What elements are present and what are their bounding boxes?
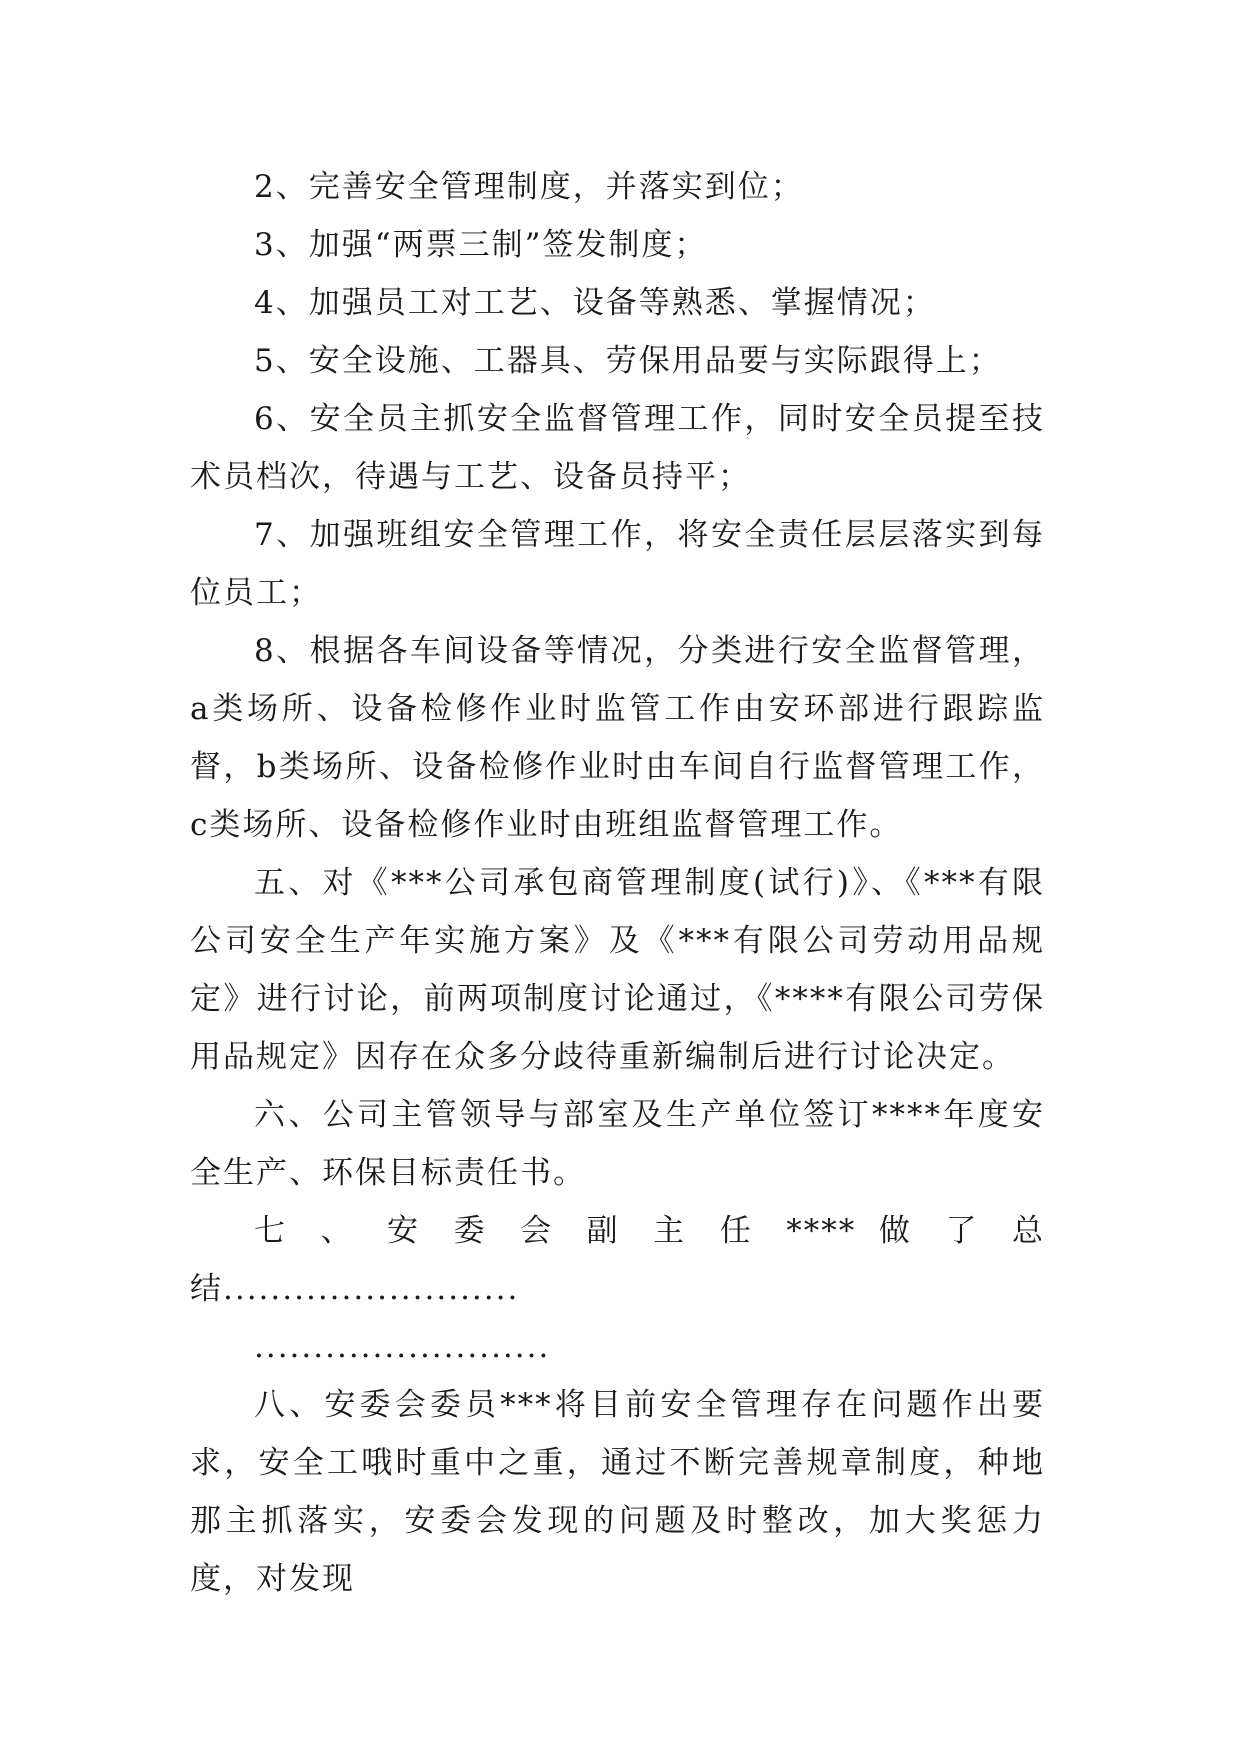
summary-line-continued: 结......................... bbox=[190, 1271, 520, 1307]
paragraph-item-6: 6、安全员主抓安全监督管理工作，同时安全员提至技术员档次，待遇与工艺、设备员持平； bbox=[190, 401, 1045, 495]
dots-line: ......................... bbox=[254, 1329, 551, 1365]
paragraph-section-5: 五、对《***公司承包商管理制度(试行)》、《***有限公司安全生产年实施方案》及《***有限公司劳动用品规定》进行讨论，前两项制度讨论通过，《****有限公司劳保用品规定》因存在众多分歧待重新编制后进行讨论决定。 bbox=[190, 865, 1045, 1075]
paragraph-section-6: 六、公司主管领导与部室及生产单位签订****年度安全生产、环保目标责任书。 bbox=[190, 1097, 1045, 1191]
document-body bbox=[190, 158, 1045, 1608]
paragraph-section-8: 八、安委会委员***将目前安全管理存在问题作出要求，安全工哦时重中之重，通过不断完善规章制度，种地那主抓落实，安委会发现的问题及时整改，加大奖惩力度，对发现 bbox=[190, 1387, 1045, 1597]
paragraph-item-4: 4、加强员工对工艺、设备等熟悉、掌握情况； bbox=[254, 285, 936, 321]
paragraph-item-8: 8、根据各车间设备等情况，分类进行安全监督管理，a类场所、设备检修作业时监管工作由安环部进行跟踪监督，b类场所、设备检修作业时由车间自行监督管理工作，c类场所、设备检修作业时由班组监督管理工作。 bbox=[190, 633, 1045, 843]
paragraph-item-2: 2、完善安全管理制度，并落实到位； bbox=[254, 169, 804, 205]
summary-line-spread: 七 、 安 委 会 副 主 任 **** 做 了 总 bbox=[254, 1213, 1045, 1249]
paragraph-item-5: 5、安全设施、工器具、劳保用品要与实际跟得上； bbox=[254, 343, 1002, 379]
paragraph-item-3: 3、加强“两票三制”签发制度； bbox=[254, 227, 708, 263]
paragraph-item-7: 7、加强班组安全管理工作，将安全责任层层落实到每位员工； bbox=[190, 517, 1045, 611]
